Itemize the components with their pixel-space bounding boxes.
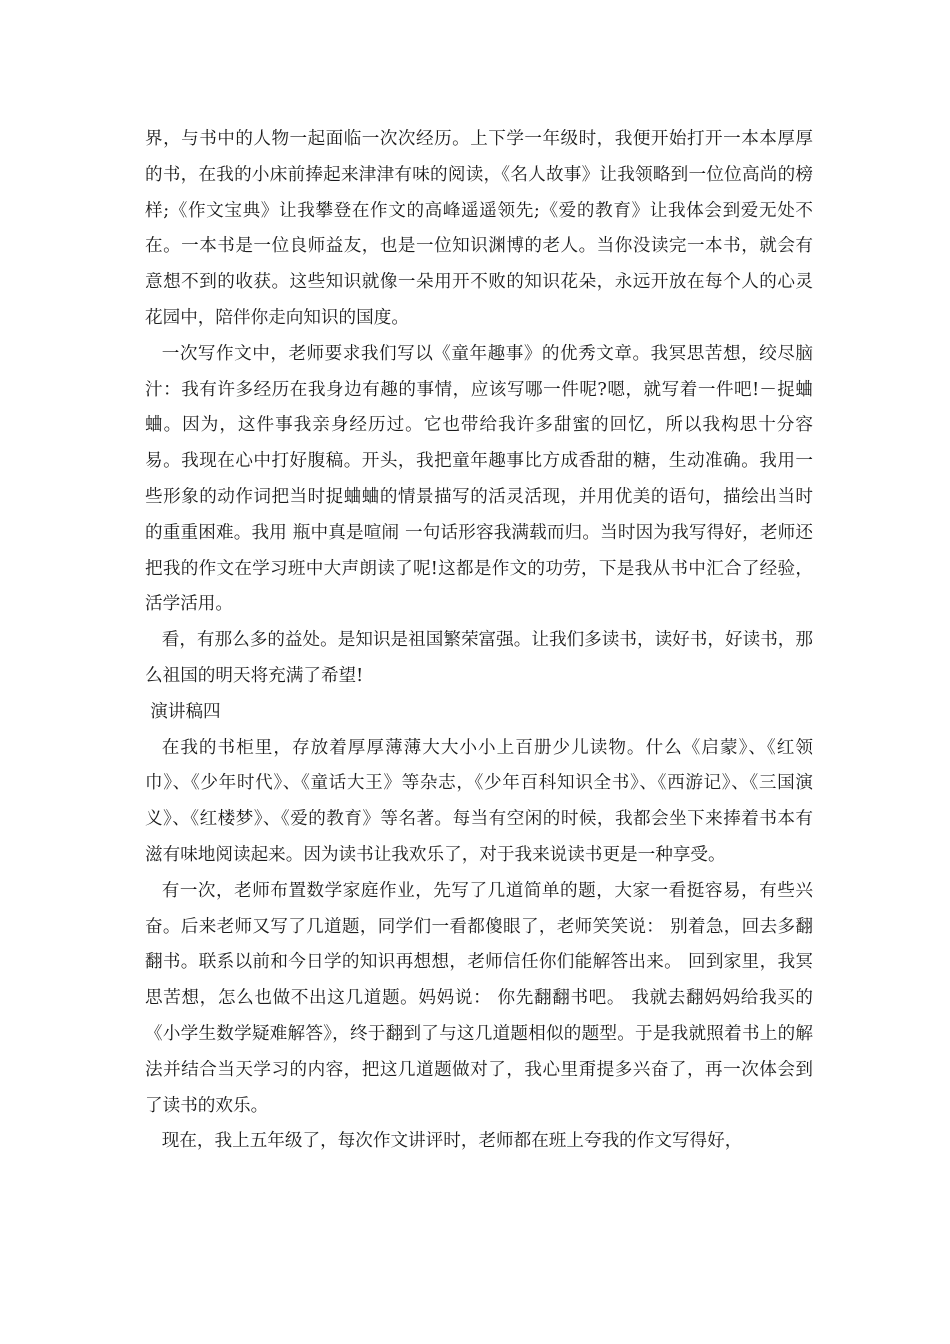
paragraph-fifth-grade: 现在，我上五年级了，每次作文讲评时，老师都在班上夸我的作文写得好，: [161, 1131, 743, 1152]
paragraph-bookshelf: 在我的书柜里，存放着厚厚薄薄大大小小上百册少儿读物。什么《启蒙》、《红领巾》、《少年时代》、《童话大王》等杂志，《少年百科知识全书》、《西游记》、《三国演义》、《红楼梦》、《爱的教育》等名著。每当有空闲的时候，我都会坐下来捧着书本有滋有味地阅读起来。因为读书让我欢乐了，对于我来说读书更是一种享受。: [145, 737, 813, 865]
paragraph-math-homework: 有一次，老师布置数学家庭作业，先写了几道简单的题，大家一看挺容易，有些兴奋。后来老师又写了几道题，同学们一看都傻眼了，老师笑笑说： 别着急，回去多翻翻书。联系以前和今日学的知识再想想，老师信任你们能解答出来。 回到家里，我冥思苦想，怎么也做不出这几道题。妈妈说： 你先翻翻书吧。 我就去翻妈妈给我买的《小学生数学疑难解答》，终于翻到了与这几道题相似的题型。于是我就照着书上的解法并结合当天学习的内容，把这几道题做对了，我心里甭提多兴奋了，再一次体会到了读书的欢乐。: [145, 880, 813, 1116]
article-body: [145, 122, 813, 1160]
paragraph-composition-story: 一次写作文中，老师要求我们写以《童年趣事》的优秀文章。我冥思苦想，绞尽脑汁：我有许多经历在我身边有趣的事情，应该写哪一件呢?嗯，就写着一件吧!－捉蛐蛐。因为，这件事我亲身经历过。它也带给我许多甜蜜的回忆，所以我构思十分容易。我现在心中打好腹稿。开头，我把童年趣事比方成香甜的糖，生动准确。我用一些形象的动作词把当时捉蛐蛐的情景描写的活灵活现，并用优美的语句，描绘出当时的重重困难。我用 瓶中真是喧闹 一句话形容我满载而归。当时因为我写得好，老师还把我的作文在学习班中大声朗读了呢!这都是作文的功劳，下是我从书中汇合了经验，活学活用。: [145, 343, 813, 615]
paragraph-reading-experience: 界，与书中的人物一起面临一次次经历。上下学一年级时，我便开始打开一本本厚厚的书，在我的小床前捧起来津津有味的阅读，《名人故事》让我领略到一位位高尚的榜样;《作文宝典》让我攀登在作文的高峰遥遥领先;《爱的教育》让我体会到爱无处不在。一本书是一位良师益友，也是一位知识渊博的老人。当你没读完一本书，就会有意想不到的收获。这些知识就像一朵用开不败的知识花朵，永远开放在每个人的心灵花园中，陪伴你走向知识的国度。: [145, 129, 813, 328]
paragraph-conclusion: 看，有那么多的益处。是知识是祖国繁荣富强。让我们多读书，读好书，好读书，那么祖国的明天将充满了希望!: [145, 630, 813, 686]
section-heading: 演讲稿四: [150, 701, 221, 722]
